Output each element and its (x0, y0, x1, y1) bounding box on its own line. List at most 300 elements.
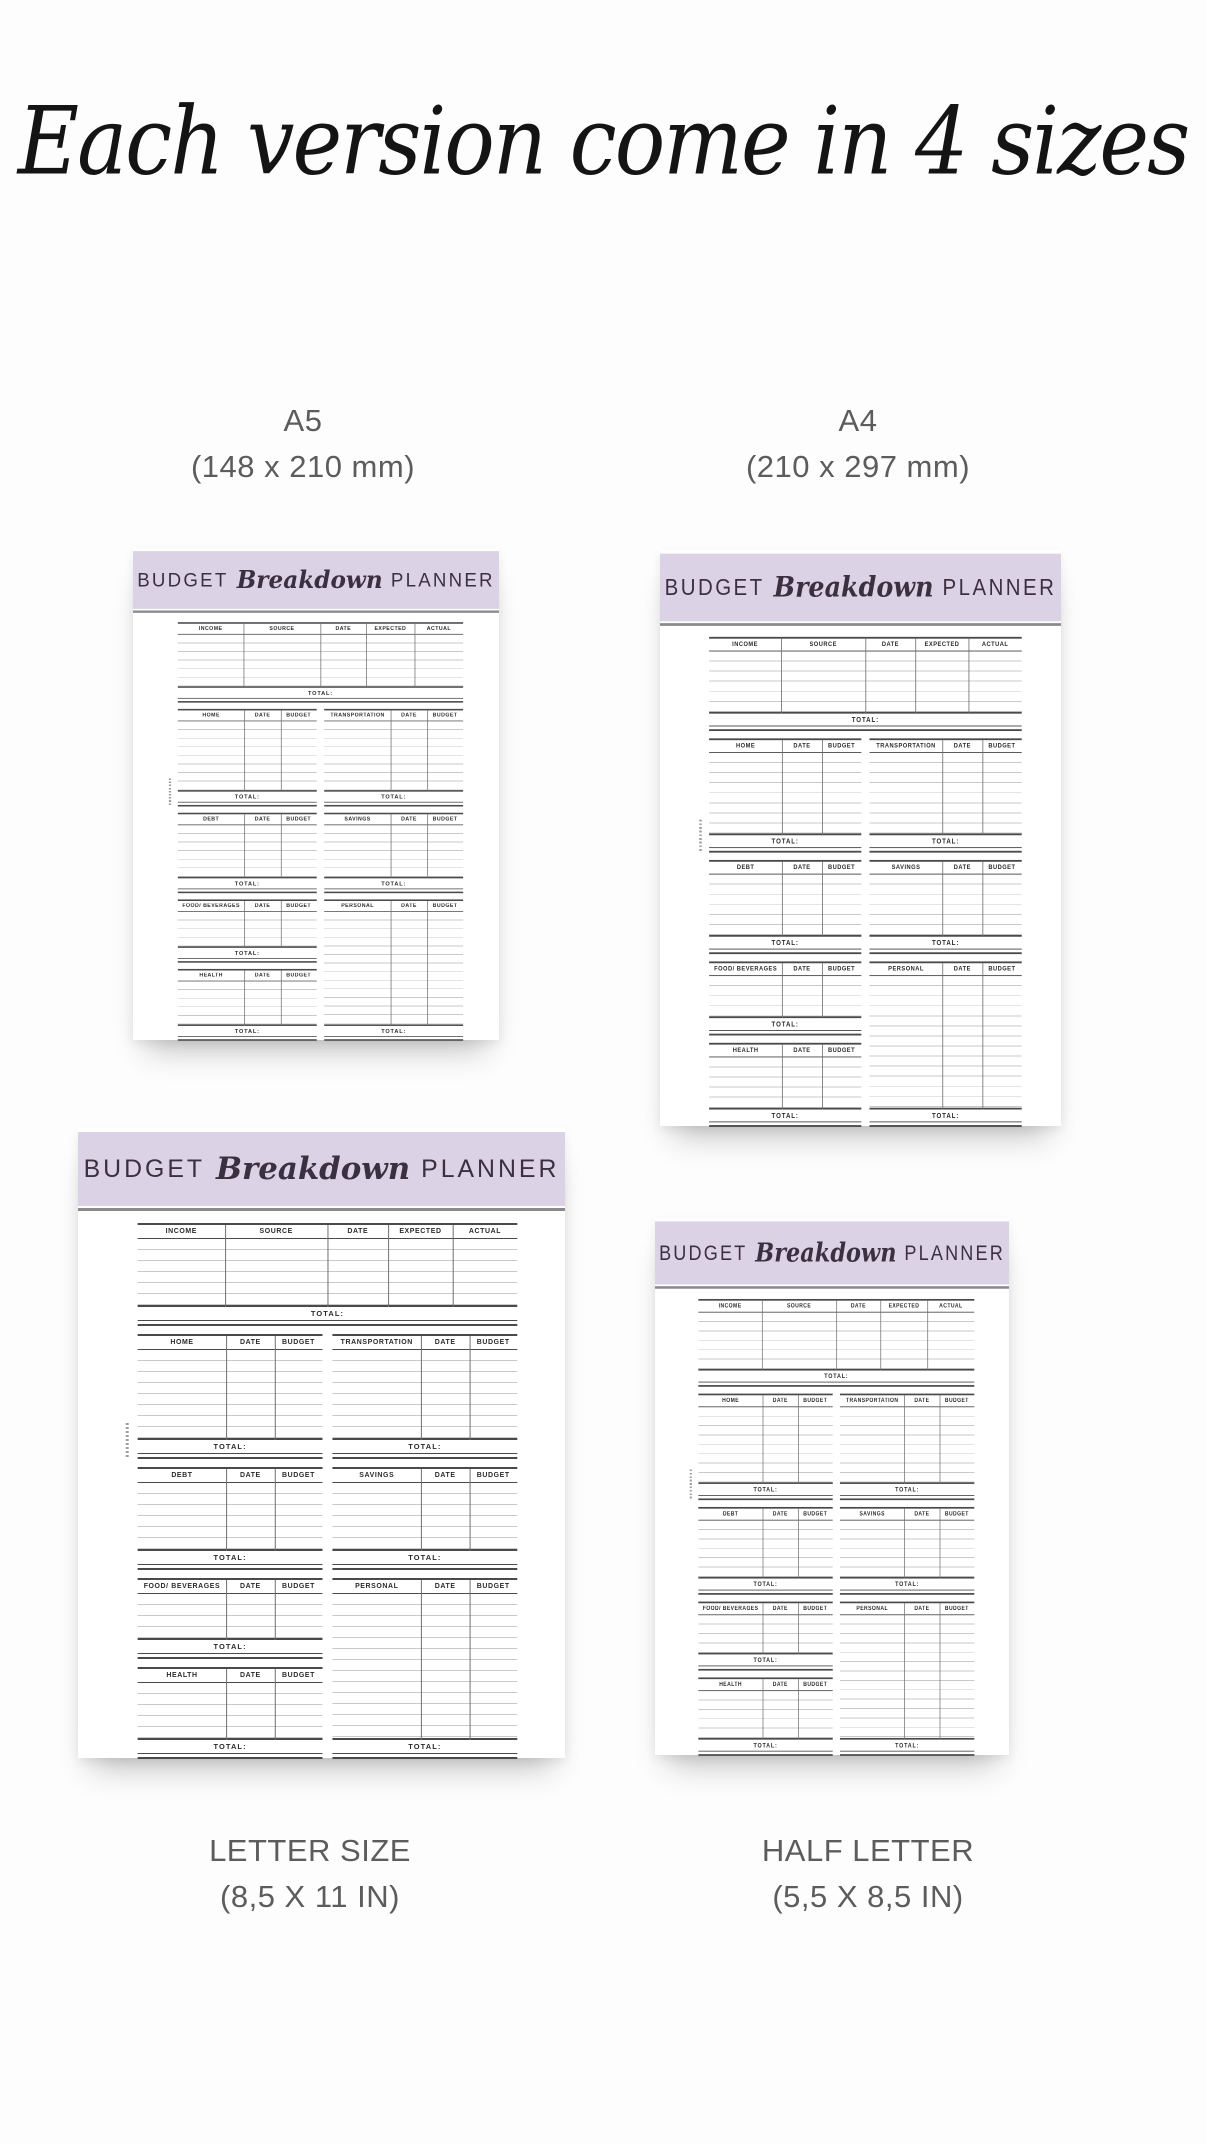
column-header-date: DATE (401, 816, 417, 823)
column-header-date: DATE (434, 1339, 456, 1346)
total-row: TOTAL: (840, 1740, 974, 1752)
size-label-half-letter (658, 1828, 1078, 1920)
column-divider (969, 639, 970, 714)
section-title: HOME (202, 712, 220, 719)
row-lines (698, 1407, 832, 1484)
section-header-row (138, 1669, 323, 1683)
column-header-budget: BUDGET (286, 712, 312, 719)
column-header-date: DATE (772, 1605, 788, 1612)
section-home (709, 738, 861, 852)
section-end-rule (138, 1654, 323, 1659)
column-header-budget: BUDGET (944, 1397, 969, 1404)
section-title: PERSONAL (856, 1605, 888, 1612)
section-header-row (178, 710, 317, 721)
section-title: FOOD/ BEVERAGES (714, 966, 778, 973)
section-title: HEALTH (719, 1681, 742, 1688)
income-header-cell: INCOME (718, 1303, 742, 1310)
vertical-watermark (126, 1423, 129, 1459)
column-divider (274, 1469, 275, 1551)
section-header-row (178, 970, 317, 981)
column-header-date: DATE (254, 972, 271, 979)
column-header-date: DATE (772, 1511, 788, 1518)
section-debt (709, 860, 861, 954)
column-divider (822, 740, 823, 835)
total-row: TOTAL: (870, 1110, 1022, 1123)
section-title: SAVINGS (344, 816, 371, 823)
page-title: Each version come in 4 sizes (17, 86, 1189, 196)
section-title: FOOD/ BEVERAGES (702, 1605, 759, 1612)
column-header-date: DATE (793, 864, 811, 871)
section-end-rule (698, 1590, 832, 1594)
page-content (178, 622, 463, 1041)
column-divider (782, 1045, 783, 1110)
section-transportation (324, 709, 463, 807)
section-end-rule (332, 1565, 517, 1570)
column-divider (880, 1301, 881, 1371)
section-header-row (698, 1679, 832, 1691)
income-table (709, 637, 1022, 731)
size-dimensions: (8,5 X 11 IN) (220, 1879, 400, 1914)
column-divider (822, 862, 823, 937)
header-rule (133, 610, 499, 612)
budget-word: BUDGET (659, 1240, 748, 1265)
right-column (324, 709, 463, 1041)
total-row: TOTAL: (332, 1551, 517, 1565)
row-lines (138, 1683, 323, 1740)
section-title: TRANSPORTATION (340, 1339, 413, 1346)
planner-word: PLANNER (421, 1154, 560, 1183)
column-divider (274, 1336, 275, 1440)
row-lines (870, 875, 1022, 937)
section-end-rule (698, 1383, 974, 1387)
total-row: TOTAL: (709, 835, 861, 848)
planner-preview-a5 (133, 548, 499, 1040)
vertical-watermark (699, 820, 701, 853)
column-divider (904, 1395, 905, 1484)
column-divider (762, 1301, 763, 1371)
section-header-row (178, 814, 317, 825)
breakdown-word: Breakdown (755, 1237, 897, 1269)
column-divider (244, 901, 245, 948)
column-divider (427, 814, 428, 878)
column-divider (943, 963, 944, 1109)
column-divider (469, 1336, 470, 1440)
column-header-date: DATE (239, 1583, 261, 1590)
column-divider (904, 1509, 905, 1579)
section-header-row (709, 963, 861, 976)
section-title: SAVINGS (891, 864, 921, 871)
size-name: A5 (283, 403, 323, 438)
column-header-date: DATE (434, 1472, 456, 1479)
total-row: TOTAL: (138, 1740, 323, 1754)
income-header-cell: INCOME (198, 626, 223, 632)
sections-columns (138, 1334, 518, 1759)
row-lines (709, 875, 861, 937)
row-lines (840, 1615, 974, 1739)
income-header-cell: DATE (881, 641, 899, 648)
column-divider (798, 1395, 799, 1484)
section-end-rule (138, 1321, 518, 1326)
row-lines (840, 1407, 974, 1484)
column-header-date: DATE (914, 1397, 930, 1404)
section-header-row (324, 814, 463, 825)
income-header-cell: SOURCE (786, 1303, 812, 1310)
column-divider (388, 1225, 389, 1307)
column-divider (281, 901, 282, 948)
income-header-cell: ACTUAL (468, 1228, 502, 1235)
section-end-rule (138, 1454, 323, 1459)
column-divider (982, 740, 983, 835)
section-header-row (870, 963, 1022, 976)
section-title: SAVINGS (359, 1472, 395, 1479)
section-header-row (138, 1336, 323, 1350)
column-header-date: DATE (772, 1397, 788, 1404)
size-label-a4 (648, 398, 1068, 490)
total-row: TOTAL: (840, 1579, 974, 1591)
row-lines (178, 981, 317, 1026)
section-title: HOME (170, 1339, 194, 1346)
column-divider (244, 710, 245, 791)
row-lines (709, 753, 861, 835)
section-food-beverages (178, 899, 317, 962)
planner-preview-a4 (660, 550, 1061, 1126)
left-column (138, 1334, 323, 1759)
income-table (178, 622, 463, 702)
size-name: LETTER SIZE (209, 1833, 411, 1868)
total-row: TOTAL: (332, 1440, 517, 1454)
row-lines (332, 1350, 517, 1440)
income-table (138, 1223, 518, 1326)
size-dimensions: (210 x 297 mm) (745, 449, 971, 484)
column-divider (781, 639, 782, 714)
planner-preview-half-letter (655, 1218, 1009, 1755)
column-header-date: DATE (239, 1672, 261, 1679)
left-column (178, 709, 317, 1041)
column-divider (320, 624, 321, 688)
column-header-budget: BUDGET (988, 966, 1016, 973)
column-header-budget: BUDGET (281, 1583, 315, 1590)
section-title: DEBT (736, 864, 755, 871)
section-end-rule (870, 950, 1022, 955)
section-header-row (138, 1469, 323, 1483)
section-savings (870, 860, 1022, 954)
section-title: PERSONAL (355, 1583, 399, 1590)
section-title: PERSONAL (341, 903, 374, 909)
planner-header-band (660, 554, 1061, 622)
column-header-date: DATE (953, 742, 971, 750)
column-divider (904, 1603, 905, 1739)
total-row: TOTAL: (178, 1026, 317, 1037)
section-title: TRANSPORTATION (876, 742, 936, 750)
column-divider (982, 862, 983, 937)
sections-columns (698, 1394, 974, 1756)
column-divider (244, 814, 245, 878)
column-header-budget: BUDGET (803, 1681, 828, 1688)
column-divider (366, 624, 367, 688)
section-transportation (840, 1394, 974, 1501)
sections-columns (709, 738, 1022, 1127)
column-divider (469, 1469, 470, 1551)
total-row: TOTAL: (709, 1018, 861, 1031)
column-header-date: DATE (401, 903, 417, 909)
section-end-rule (178, 959, 317, 963)
sections-columns (178, 709, 463, 1041)
column-divider (281, 814, 282, 878)
column-header-budget: BUDGET (281, 1339, 315, 1346)
right-column (332, 1334, 517, 1759)
section-header-row (840, 1395, 974, 1407)
section-end-rule (178, 699, 463, 703)
column-header-date: DATE (953, 966, 971, 973)
size-dimensions: (5,5 X 8,5 IN) (772, 1879, 964, 1914)
column-divider (763, 1679, 764, 1740)
row-lines (324, 912, 463, 1026)
section-end-rule (709, 1031, 861, 1036)
column-divider (327, 1225, 328, 1307)
column-header-budget: BUDGET (281, 1672, 315, 1679)
section-title: DEBT (171, 1472, 193, 1479)
section-end-rule (840, 1496, 974, 1500)
section-food-beverages (698, 1602, 832, 1671)
total-row: TOTAL: (709, 714, 1022, 727)
column-header-budget: BUDGET (827, 742, 856, 750)
total-row: TOTAL: (138, 1440, 323, 1454)
column-header-date: DATE (914, 1605, 930, 1612)
column-divider (421, 1580, 422, 1740)
column-divider (915, 639, 916, 714)
section-end-rule (324, 803, 463, 807)
section-home (698, 1394, 832, 1501)
section-header-row (709, 862, 861, 875)
section-header-row (698, 1509, 832, 1521)
column-header-budget: BUDGET (827, 864, 856, 871)
column-divider (943, 862, 944, 937)
header-rule (655, 1286, 1009, 1289)
column-divider (243, 624, 244, 688)
section-home (178, 709, 317, 807)
column-divider (782, 740, 783, 835)
column-divider (226, 1580, 227, 1640)
income-header-cell: ACTUAL (426, 626, 451, 632)
column-header-date: DATE (254, 903, 271, 909)
section-title: TRANSPORTATION (845, 1397, 899, 1404)
row-lines (840, 1521, 974, 1579)
left-column (698, 1394, 832, 1756)
section-header-row (709, 1045, 861, 1058)
column-divider (281, 970, 282, 1025)
section-end-rule (698, 1496, 832, 1500)
income-header-cell: ACTUAL (981, 641, 1009, 648)
size-label-letter (100, 1828, 520, 1920)
row-lines (698, 1615, 832, 1654)
column-divider (982, 963, 983, 1109)
column-divider (427, 901, 428, 1026)
column-header-date: DATE (793, 1047, 811, 1054)
column-header-budget: BUDGET (286, 972, 312, 979)
page-content (709, 637, 1022, 1127)
total-row: TOTAL: (870, 835, 1022, 848)
column-header-date: DATE (434, 1583, 456, 1590)
income-header-cell: EXPECTED (374, 626, 407, 632)
total-row: TOTAL: (138, 1307, 518, 1321)
header-rule (660, 623, 1061, 626)
column-header-date: DATE (401, 712, 417, 719)
column-header-date: DATE (914, 1511, 930, 1518)
column-divider (226, 1669, 227, 1740)
column-divider (939, 1509, 940, 1579)
column-divider (244, 970, 245, 1025)
column-header-date: DATE (254, 712, 271, 719)
column-header-date: DATE (772, 1681, 788, 1688)
column-header-budget: BUDGET (286, 816, 312, 823)
income-header-cell: SOURCE (809, 641, 837, 648)
total-row: TOTAL: (178, 948, 317, 959)
section-end-rule (178, 1037, 317, 1041)
row-lines (332, 1483, 517, 1551)
column-divider (421, 1469, 422, 1551)
section-health (138, 1667, 323, 1759)
row-lines (138, 1594, 323, 1640)
column-header-budget: BUDGET (827, 966, 856, 973)
column-divider (943, 740, 944, 835)
section-title: HOME (722, 1397, 740, 1404)
total-row: TOTAL: (698, 1740, 832, 1752)
column-header-budget: BUDGET (476, 1583, 510, 1590)
column-header-budget: BUDGET (286, 903, 312, 909)
column-header-date: DATE (793, 742, 811, 750)
total-row: TOTAL: (840, 1484, 974, 1496)
income-header-cell: SOURCE (259, 1228, 293, 1235)
section-transportation (870, 738, 1022, 852)
vertical-watermark (169, 778, 171, 806)
section-header-row (138, 1580, 323, 1594)
row-lines (138, 1483, 323, 1551)
right-column (870, 738, 1022, 1127)
breakdown-word: Breakdown (215, 1151, 411, 1187)
income-header-cell: EXPECTED (924, 641, 960, 648)
section-title: TRANSPORTATION (330, 712, 385, 719)
section-end-rule (138, 1754, 323, 1759)
income-header-cell: INCOME (165, 1228, 198, 1235)
section-header-row (870, 740, 1022, 753)
planner-header-band (655, 1221, 1009, 1284)
section-personal (870, 961, 1022, 1126)
total-row: TOTAL: (709, 1110, 861, 1123)
breakdown-word: Breakdown (236, 565, 383, 595)
header-rule (78, 1208, 565, 1211)
vertical-watermark (690, 1469, 692, 1500)
row-lines (870, 753, 1022, 835)
section-debt (138, 1467, 323, 1570)
section-savings (840, 1507, 974, 1595)
size-name: A4 (838, 403, 878, 438)
size-label-a5 (93, 398, 513, 490)
column-divider (822, 963, 823, 1018)
total-row: TOTAL: (698, 1484, 832, 1496)
section-end-rule (332, 1454, 517, 1459)
section-title: DEBT (203, 816, 220, 823)
row-lines (178, 912, 317, 948)
size-dimensions: (148 x 210 mm) (190, 449, 416, 484)
column-divider (421, 1336, 422, 1440)
section-header-row (332, 1580, 517, 1594)
section-title: HEALTH (732, 1047, 759, 1054)
section-title: HEALTH (166, 1672, 198, 1679)
column-divider (763, 1603, 764, 1654)
section-debt (698, 1507, 832, 1595)
column-divider (939, 1395, 940, 1484)
column-header-budget: BUDGET (432, 903, 458, 909)
income-header-cell: DATE (347, 1228, 369, 1235)
column-divider (763, 1395, 764, 1484)
row-lines (324, 721, 463, 791)
section-header-row (698, 1395, 832, 1407)
row-lines (138, 1350, 323, 1440)
section-end-rule (870, 848, 1022, 853)
total-row: TOTAL: (324, 1026, 463, 1037)
row-lines (698, 1691, 832, 1740)
total-row: TOTAL: (698, 1371, 974, 1383)
section-savings (332, 1467, 517, 1570)
planner-header-band (78, 1132, 565, 1206)
section-title: FOOD/ BEVERAGES (182, 903, 240, 909)
column-divider (782, 862, 783, 937)
column-header-budget: BUDGET (476, 1339, 510, 1346)
section-header-row (332, 1336, 517, 1350)
section-header-row (324, 710, 463, 721)
row-lines (870, 976, 1022, 1109)
column-divider (469, 1580, 470, 1740)
planner-word: PLANNER (942, 574, 1057, 600)
column-header-budget: BUDGET (476, 1472, 510, 1479)
section-personal (332, 1578, 517, 1759)
total-row: TOTAL: (138, 1640, 323, 1654)
column-header-budget: BUDGET (944, 1511, 969, 1518)
row-lines (178, 721, 317, 791)
row-lines (332, 1594, 517, 1740)
section-end-rule (870, 1122, 1022, 1127)
section-transportation (332, 1334, 517, 1459)
page-content (138, 1223, 518, 1759)
column-header-budget: BUDGET (432, 712, 458, 719)
column-divider (391, 814, 392, 878)
section-end-rule (178, 889, 317, 893)
section-savings (324, 813, 463, 893)
right-column (840, 1394, 974, 1756)
row-lines (698, 1521, 832, 1579)
section-title: HOME (736, 742, 756, 750)
column-header-budget: BUDGET (803, 1511, 828, 1518)
column-divider (798, 1603, 799, 1654)
total-row: TOTAL: (870, 937, 1022, 950)
total-row: TOTAL: (324, 878, 463, 889)
column-header-date: DATE (953, 864, 971, 871)
section-end-rule (138, 1565, 323, 1570)
total-row: TOTAL: (178, 792, 317, 803)
column-header-budget: BUDGET (944, 1605, 969, 1612)
column-divider (927, 1301, 928, 1371)
section-header-row (178, 901, 317, 912)
section-end-rule (709, 950, 861, 955)
column-header-budget: BUDGET (827, 1047, 856, 1054)
section-end-rule (324, 1037, 463, 1041)
section-header-row (332, 1469, 517, 1483)
section-debt (178, 813, 317, 893)
section-header-row (840, 1603, 974, 1615)
section-header-row (870, 862, 1022, 875)
total-row: TOTAL: (709, 937, 861, 950)
total-row: TOTAL: (332, 1740, 517, 1754)
